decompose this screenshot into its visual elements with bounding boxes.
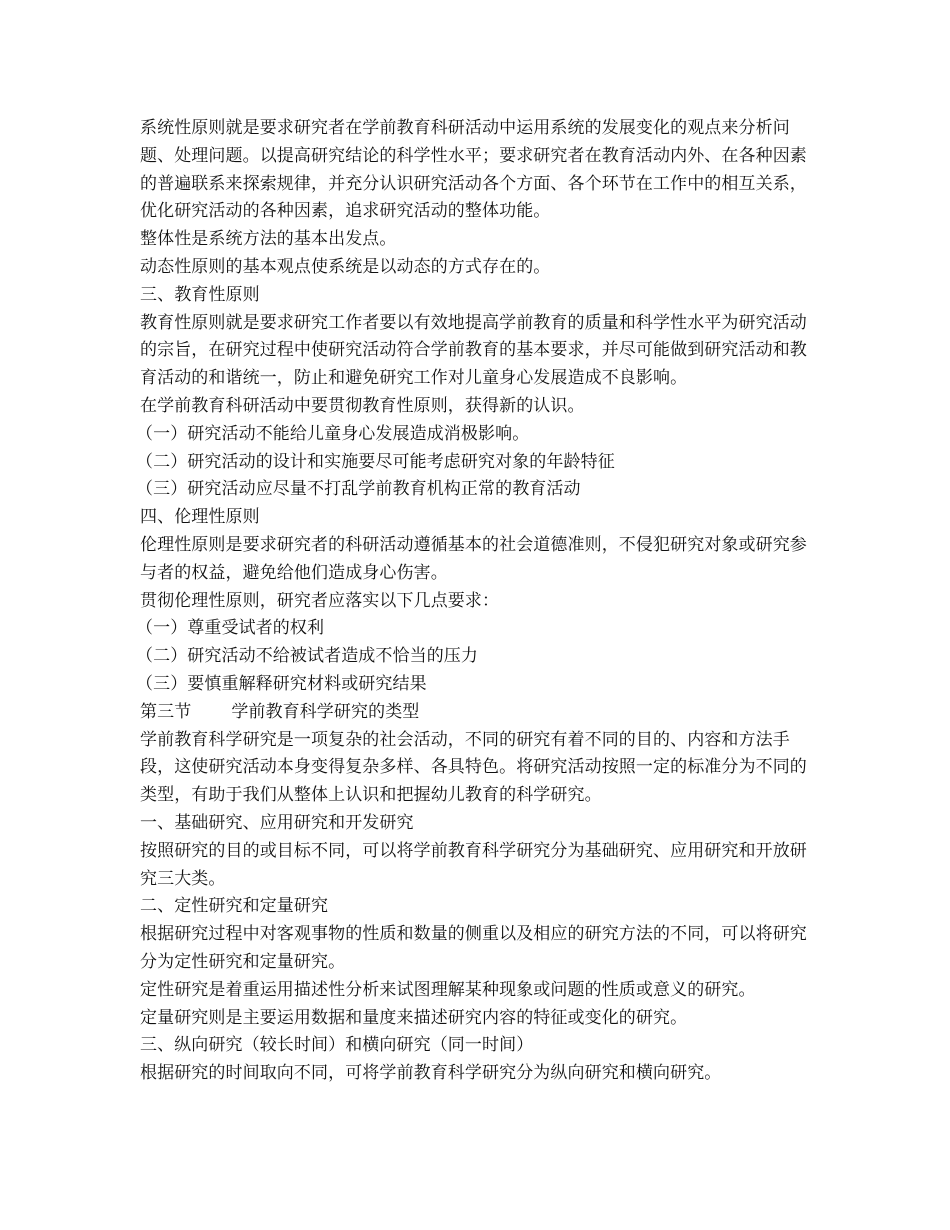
- paragraph-longitudinal-cross-sectional: 根据研究的时间取向不同，可将学前教育科学研究分为纵向研究和横向研究。: [140, 1063, 722, 1084]
- heading-qualitative-quantitative: 二、定性研究和定量研究: [140, 896, 329, 917]
- list-item-educational-1: （一）研究活动不能给儿童身心发展造成消极影响。: [136, 423, 530, 444]
- heading-basic-applied-development: 一、基础研究、应用研究和开发研究: [140, 812, 414, 833]
- paragraph-educational-implement: 在学前教育科研活动中要贯彻教育性原则，获得新的认识。: [140, 395, 585, 416]
- document-body: [136, 115, 820, 1088]
- paragraph-qualitative-definition: 定性研究是着重运用描述性分析来试图理解某种现象或问题的性质或意义的研究。: [140, 979, 756, 1000]
- paragraph-systematic-principle: 系统性原则就是要求研究者在学前教育科研活动中运用系统的发展变化的观点来分析问题、处理问题。以提高研究结论的科学性水平；要求研究者在教育活动内外、在各种因素的普遍联系来探索规律，并充分认识研究活动各个方面、各个环节在工作中的相互关系，优化研究活动的各种因素，追求研究活动的整体功能。: [140, 118, 807, 222]
- section-heading: [140, 699, 820, 727]
- paragraph-ethical-principle: 伦理性原则是要求研究者的科研活动遵循基本的社会道德准则，不侵犯研究对象或研究参与者的权益，避免给他们造成身心伤害。: [140, 534, 807, 583]
- section-title: 学前教育科学研究的类型: [231, 701, 420, 722]
- heading-ethical-principle: 四、伦理性原则: [140, 507, 260, 528]
- list-item-ethical-3: （三）要慎重解释研究材料或研究结果: [136, 673, 427, 694]
- list-item-educational-2: （二）研究活动的设计和实施要尽可能考虑研究对象的年龄特征: [136, 451, 615, 472]
- paragraph-wholeness: 整体性是系统方法的基本出发点。: [140, 229, 397, 250]
- list-item-ethical-1: （一）尊重受试者的权利: [136, 618, 325, 639]
- paragraph-basic-applied-development: 按照研究的目的或目标不同，可以将学前教育科学研究分为基础研究、应用研究和开放研究三大类。: [140, 840, 807, 889]
- paragraph-educational-principle: 教育性原则就是要求研究工作者要以有效地提高学前教育的质量和科学性水平为研究活动的宗旨，在研究过程中使研究活动符合学前教育的基本要求，并尽可能做到研究活动和教育活动的和谐统一，防止和避免研究工作对儿童身心发展造成不良影响。: [140, 312, 807, 389]
- paragraph-dynamic-principle: 动态性原则的基本观点使系统是以动态的方式存在的。: [140, 256, 551, 277]
- section-number: 第三节: [140, 701, 192, 722]
- heading-educational-principle: 三、教育性原则: [140, 284, 260, 305]
- heading-longitudinal-cross-sectional: 三、纵向研究（较长时间）和横向研究（同一时间）: [140, 1035, 534, 1056]
- paragraph-ethical-implement: 贯彻伦理性原则，研究者应落实以下几点要求：: [140, 590, 500, 611]
- paragraph-research-types-intro: 学前教育科学研究是一项复杂的社会活动，不同的研究有着不同的目的、内容和方法手段，这使研究活动本身变得复杂多样、各具特色。将研究活动按照一定的标准分为不同的类型，有助于我们从整体上认识和把握幼儿教育的科学研究。: [140, 729, 807, 806]
- list-item-educational-3: （三）研究活动应尽量不打乱学前教育机构正常的教育活动: [136, 479, 581, 500]
- list-item-ethical-2: （二）研究活动不给被试者造成不恰当的压力: [136, 646, 478, 667]
- paragraph-qualitative-quantitative: 根据研究过程中对客观事物的性质和数量的侧重以及相应的研究方法的不同，可以将研究分为定性研究和定量研究。: [140, 924, 807, 972]
- paragraph-quantitative-definition: 定量研究则是主要运用数据和量度来描述研究内容的特征或变化的研究。: [140, 1007, 688, 1028]
